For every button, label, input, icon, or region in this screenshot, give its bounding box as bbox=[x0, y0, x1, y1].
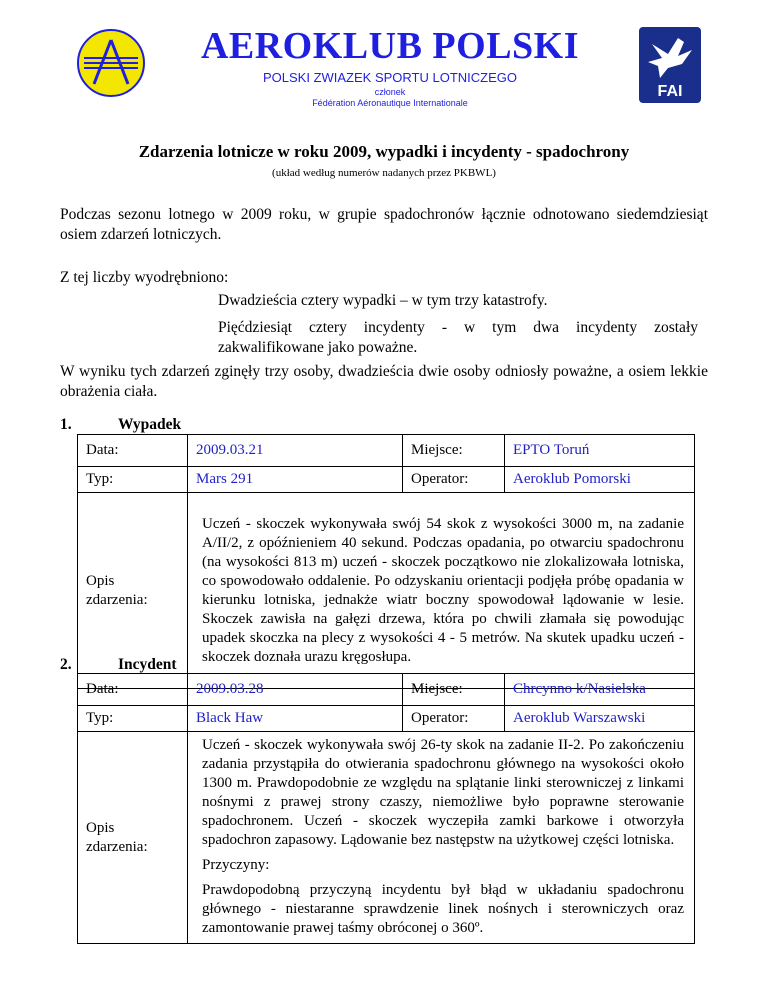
causes-label: Przyczyny: bbox=[202, 857, 270, 873]
document-title: Zdarzenia lotnicze w roku 2009, wypadki i incydenty - spadochrony bbox=[138, 142, 630, 161]
date-value: 2009.03.21 bbox=[188, 435, 403, 467]
operator-label: Operator: bbox=[403, 706, 505, 732]
svg-text:FAI: FAI bbox=[657, 83, 683, 100]
description-cell bbox=[188, 732, 695, 944]
date-value: 2009.03.28 bbox=[188, 674, 403, 706]
event-table bbox=[77, 434, 695, 689]
section-number: 2. bbox=[60, 656, 72, 673]
breakdown-item: Pięćdziesiąt cztery incydenty - w tym dwa incydenty zostały zakwalifikowane jako poważne. bbox=[218, 319, 698, 356]
org-name: AEROKLUB POLSKI bbox=[200, 25, 580, 67]
description-text: Uczeń - skoczek wykonywała swój 54 skok z wysokości 3000 m, na zadanie A/II/2, z opóźnieniem 40 sekund. Podczas opadania, po otwarciu spadochronu (na wysokości 813 m) uczeń - skoczek początkowo nie zlokalizowała lotniska, co spowodowało oddalenie. Po odzyskaniu orientacji podjęła próbę opadania w kierunku lotniska, jednakże wiatr boczny spowodował lądowanie w lesie. Skoczek zawisła na gałęzi drzewa, która po chwili złamała się powodując upadek skoczka na plecy z wysokości 4 - 5 metrów. Na skutek upadku uczeń - skoczek doznała urazu kręgosłupa. bbox=[188, 493, 695, 689]
date-label: Data: bbox=[78, 435, 188, 467]
operator-label: Operator: bbox=[403, 467, 505, 493]
fai-logo bbox=[638, 26, 702, 104]
aeroklub-logo bbox=[76, 28, 146, 98]
place-label: Miejsce: bbox=[403, 674, 505, 706]
type-label: Typ: bbox=[78, 706, 188, 732]
date-label: Data: bbox=[78, 674, 188, 706]
place-label: Miejsce: bbox=[403, 435, 505, 467]
org-subtitle: POLSKI ZWIAZEK SPORTU LOTNICZEGO bbox=[262, 70, 518, 85]
place-value: EPTO Toruń bbox=[505, 435, 695, 467]
section-title: Wypadek bbox=[118, 416, 182, 433]
operator-value: Aeroklub Pomorski bbox=[505, 467, 695, 493]
document-subtitle: (układ według numerów nadanych przez PKBWL) bbox=[272, 167, 496, 179]
type-value: Mars 291 bbox=[188, 467, 403, 493]
section-number: 1. bbox=[60, 416, 72, 433]
type-value: Black Haw bbox=[188, 706, 403, 732]
member-label: członek bbox=[374, 87, 406, 97]
fai-full-name: Fédération Aéronautique Internationale bbox=[312, 98, 468, 108]
description-label: Opis zdarzenia: bbox=[78, 732, 188, 944]
place-value: Chrcynno k/Nasielska bbox=[505, 674, 695, 706]
operator-value: Aeroklub Warszawski bbox=[505, 706, 695, 732]
breakdown-item: Dwadzieścia cztery wypadki – w tym trzy katastrofy. bbox=[218, 292, 548, 309]
causes-text: Prawdopodobną przyczyną incydentu był błąd w układaniu spadochronu głównego - niestaranne sprawdzenie linek nośnych i sterowniczych oraz zamontowanie prawej taśmy obróconej o 360º. bbox=[202, 882, 684, 936]
type-label: Typ: bbox=[78, 467, 188, 493]
intro-paragraph: Podczas sezonu lotnego w 2009 roku, w grupie spadochronów łącznie odnotowano siedemdziesiąt osiem zdarzeń lotniczych. bbox=[60, 206, 708, 243]
summary-paragraph: W wyniku tych zdarzeń zginęły trzy osoby, dwadzieścia dwie osoby odniosły poważne, a osiem lekkie obrażenia ciała. bbox=[60, 363, 708, 400]
description-text: Uczeń - skoczek wykonywała swój 26-ty skok na zadanie II-2. Po zakończeniu zadania przystąpiła do otwierania spadochronu głównego na wysokości około 1300 m. Prawdopodobnie ze względu na splątanie linki sterowniczej z linkami nośnymi z prawej strony czaszy, niemożliwe było poprawne sterowanie spadochronem. Uczeń - skoczek wyczepiła zamki barkowe i otworzyła spadochron zapasowy. Lądowanie bez następstw na użytkowej części lotniska. bbox=[202, 737, 684, 848]
description-label: Opis zdarzenia: bbox=[78, 493, 188, 689]
breakdown-intro: Z tej liczby wyodrębniono: bbox=[60, 269, 229, 286]
event-table bbox=[77, 673, 695, 944]
section-title: Incydent bbox=[118, 656, 177, 673]
